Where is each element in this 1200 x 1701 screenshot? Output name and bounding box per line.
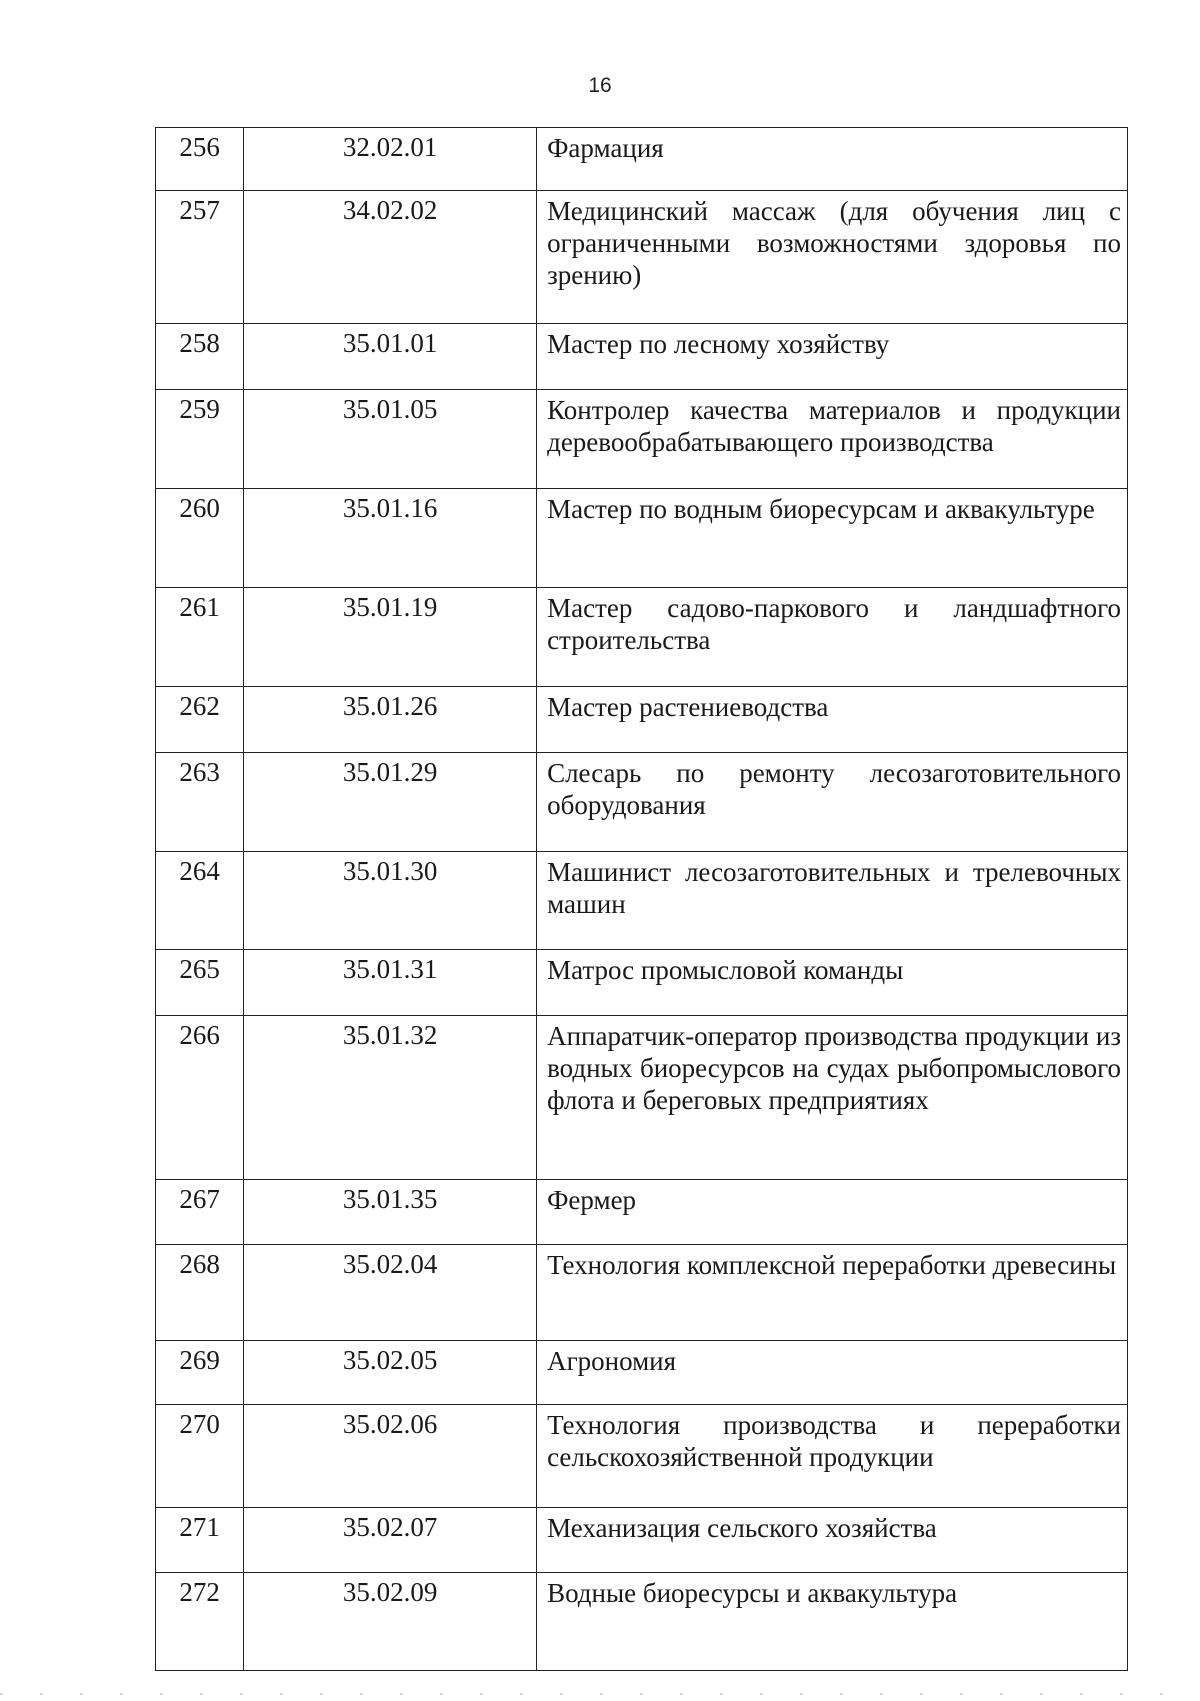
specialty-code: 35.01.29 (244, 753, 537, 852)
specialty-name: Фармация (537, 128, 1128, 191)
table-row (156, 753, 1128, 852)
specialty-code: 32.02.01 (244, 128, 537, 191)
row-number: 260 (156, 489, 244, 588)
specialty-code: 34.02.02 (244, 191, 537, 324)
row-number: 262 (156, 687, 244, 753)
specialty-name: Аппаратчик-оператор производства продукции из водных биоресурсов на судах рыбопромыслового флота и береговых предприятиях (537, 1016, 1128, 1180)
table-row (156, 128, 1128, 191)
row-number: 263 (156, 753, 244, 852)
table-row (156, 324, 1128, 390)
table-row (156, 390, 1128, 489)
specialty-name: Мастер по лесному хозяйству (537, 324, 1128, 390)
row-number: 269 (156, 1341, 244, 1405)
specialty-name: Слесарь по ремонту лесозаготовительного оборудования (537, 753, 1128, 852)
row-number: 261 (156, 588, 244, 687)
row-number: 257 (156, 191, 244, 324)
specialty-code: 35.01.05 (244, 390, 537, 489)
row-number: 270 (156, 1405, 244, 1508)
table-row (156, 1016, 1128, 1180)
table-row (156, 1508, 1128, 1573)
scan-edge-artifact (0, 1693, 1200, 1695)
row-number: 259 (156, 390, 244, 489)
row-number: 264 (156, 852, 244, 950)
table-row (156, 1405, 1128, 1508)
table-row (156, 1180, 1128, 1245)
specialty-code: 35.02.06 (244, 1405, 537, 1508)
specialty-name: Мастер по водным биоресурсам и аквакультуре (537, 489, 1128, 588)
specialty-name: Водные биоресурсы и аквакультура (537, 1573, 1128, 1671)
specialty-name: Медицинский массаж (для обучения лиц с ограниченными возможностями здоровья по зрению) (537, 191, 1128, 324)
specialty-code: 35.01.19 (244, 588, 537, 687)
specialty-name: Контролер качества материалов и продукции деревообрабатывающего производства (537, 390, 1128, 489)
table-row (156, 687, 1128, 753)
row-number: 267 (156, 1180, 244, 1245)
row-number: 271 (156, 1508, 244, 1573)
table-row (156, 1245, 1128, 1341)
specialty-code: 35.01.31 (244, 950, 537, 1016)
row-number: 256 (156, 128, 244, 191)
specialty-code: 35.02.09 (244, 1573, 537, 1671)
table-row (156, 852, 1128, 950)
row-number: 258 (156, 324, 244, 390)
page-number: 16 (588, 74, 612, 97)
specialty-name: Агрономия (537, 1341, 1128, 1405)
row-number: 265 (156, 950, 244, 1016)
specialty-code: 35.01.01 (244, 324, 537, 390)
specialty-code: 35.02.07 (244, 1508, 537, 1573)
table-row (156, 588, 1128, 687)
specialty-code: 35.01.26 (244, 687, 537, 753)
table-row (156, 1573, 1128, 1671)
table-row (156, 489, 1128, 588)
specialty-name: Механизация сельского хозяйства (537, 1508, 1128, 1573)
specialty-name: Технология производства и переработки сельскохозяйственной продукции (537, 1405, 1128, 1508)
row-number: 266 (156, 1016, 244, 1180)
table-row (156, 191, 1128, 324)
specialty-name: Фермер (537, 1180, 1128, 1245)
specialty-code: 35.01.35 (244, 1180, 537, 1245)
specialty-name: Машинист лесозаготовительных и трелевочных машин (537, 852, 1128, 950)
specialty-name: Мастер растениеводства (537, 687, 1128, 753)
table-row (156, 1341, 1128, 1405)
specialties-table (155, 127, 1128, 1671)
specialty-name: Матрос промысловой команды (537, 950, 1128, 1016)
specialty-code: 35.02.05 (244, 1341, 537, 1405)
specialty-code: 35.02.04 (244, 1245, 537, 1341)
specialty-name: Мастер садово-паркового и ландшафтного строительства (537, 588, 1128, 687)
row-number: 272 (156, 1573, 244, 1671)
specialty-code: 35.01.30 (244, 852, 537, 950)
specialty-code: 35.01.16 (244, 489, 537, 588)
specialty-code: 35.01.32 (244, 1016, 537, 1180)
row-number: 268 (156, 1245, 244, 1341)
table-row (156, 950, 1128, 1016)
specialty-name: Технология комплексной переработки древесины (537, 1245, 1128, 1341)
